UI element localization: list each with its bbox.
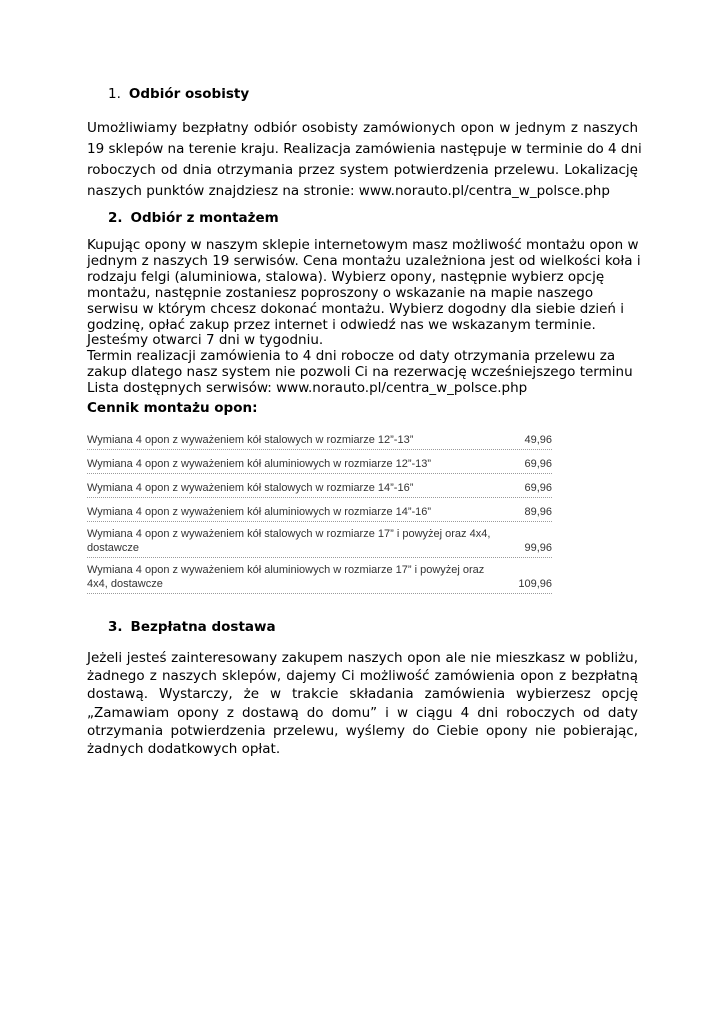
paragraph-line: jednym z naszych 19 serwisów. Cena montażu uzależniona jest od wielkości koła i bbox=[87, 252, 641, 269]
paragraph-line: Kupując opony w naszym sklepie internetowym masz możliwość montażu opon w bbox=[87, 237, 639, 253]
paragraph-line: montażu, następnie zostaniesz poproszony o wskazanie na mapie naszego bbox=[87, 284, 594, 301]
paragraph-line: zakup dlatego nasz system nie pozwoli Ci na rezerwację wcześniejszego terminu bbox=[87, 364, 633, 381]
paragraph-line: Umożliwiamy bezpłatny odbiór osobisty zamówionych opon w jednym z naszych bbox=[87, 120, 638, 136]
section-1-paragraph bbox=[87, 118, 642, 202]
table-row bbox=[87, 426, 552, 450]
paragraph-line: dostawą. Wystarczy, że w trakcie składania zamówienia wybierzesz opcję bbox=[87, 686, 638, 703]
paragraph-line: żadnych dodatkowych opłat. bbox=[87, 741, 281, 758]
price-row-value: 109,96 bbox=[518, 578, 552, 590]
price-row-value: 69,96 bbox=[524, 482, 552, 494]
section-3-heading bbox=[108, 619, 276, 635]
price-row-value: 89,96 bbox=[524, 506, 552, 518]
price-row-value: 49,96 bbox=[524, 434, 552, 446]
section-3-title: Bezpłatna dostawa bbox=[130, 619, 276, 635]
price-row-description: Wymiana 4 opon z wyważeniem kół aluminiowych w rozmiarze 14”-16” bbox=[87, 506, 432, 518]
price-row-description: Wymiana 4 opon z wyważeniem kół stalowych w rozmiarze 14”-16” bbox=[87, 482, 414, 494]
section-2-number: 2. bbox=[108, 210, 123, 226]
paragraph-line: naszych punktów znajdziesz na stronie: www.norauto.pl/centra_w_polsce.php bbox=[87, 183, 610, 199]
price-row-value: 69,96 bbox=[524, 458, 552, 470]
table-row bbox=[87, 522, 552, 558]
table-row bbox=[87, 558, 552, 594]
section-1-number: 1. bbox=[108, 86, 121, 102]
paragraph-line: otrzymania potwierdzenia przelewu, wyślemy do Ciebie opony nie pobierając, bbox=[87, 722, 638, 739]
paragraph-line: rodzaju felgi (aluminiowa, stalowa). Wybierz opony, następnie wybierz opcję bbox=[87, 268, 605, 285]
section-2-paragraph bbox=[87, 237, 641, 397]
paragraph-line: Lista dostępnych serwisów: www.norauto.pl/centra_w_polsce.php bbox=[87, 380, 528, 397]
section-1-title: Odbiór osobisty bbox=[128, 86, 250, 102]
paragraph-line: serwisu w którym chcesz dokonać montażu. Wybierz dogodny dla siebie dzień i bbox=[87, 300, 625, 317]
table-row bbox=[87, 498, 552, 522]
section-3-number: 3. bbox=[108, 619, 123, 635]
price-row-description: Wymiana 4 opon z wyważeniem kół stalowych w rozmiarze 17” i powyżej oraz 4x4, dostawcze bbox=[87, 528, 491, 554]
price-row-description: Wymiana 4 opon z wyważeniem kół aluminiowych w rozmiarze 12”-13” bbox=[87, 458, 432, 470]
price-table bbox=[87, 426, 552, 594]
paragraph-line: „Zamawiam opony z dostawą do domu” i w ciągu 4 dni roboczych od daty bbox=[87, 704, 638, 721]
price-row-description: Wymiana 4 opon z wyważeniem kół stalowych w rozmiarze 12”-13” bbox=[87, 434, 414, 446]
paragraph-line: żadnego z naszych sklepów, dajemy Ci możliwość zamówienia opon z bezpłatną bbox=[87, 668, 638, 685]
paragraph-line: 19 sklepów na terenie kraju. Realizacja zamówienia następuje w terminie do 4 dni bbox=[87, 141, 642, 157]
price-row-description: Wymiana 4 opon z wyważeniem kół aluminiowych w rozmiarze 17” i powyżej oraz 4x4, dostawcze bbox=[87, 564, 485, 590]
paragraph-line: Termin realizacji zamówienia to 4 dni robocze od daty otrzymania przelewu za bbox=[87, 348, 616, 365]
table-row bbox=[87, 450, 552, 474]
section-2-heading bbox=[108, 210, 279, 226]
section-2-title: Odbiór z montażem bbox=[130, 210, 279, 226]
section-1-heading bbox=[108, 86, 249, 102]
table-row bbox=[87, 474, 552, 498]
section-3-paragraph bbox=[87, 649, 638, 758]
price-row-value: 99,96 bbox=[524, 542, 552, 554]
paragraph-line: Jeżeli jesteś zainteresowany zakupem naszych opon ale nie mieszkasz w pobliżu, bbox=[87, 650, 638, 666]
paragraph-line: roboczych od dnia otrzymania przez system potwierdzenia przelewu. Lokalizację bbox=[87, 162, 638, 178]
paragraph-line: Jesteśmy otwarci 7 dni w tygodniu. bbox=[87, 332, 324, 349]
price-list-title: Cennik montażu opon: bbox=[87, 400, 258, 416]
paragraph-line: godzinę, opłać zakup przez internet i odwiedź nas we wskazanym terminie. bbox=[87, 316, 596, 333]
